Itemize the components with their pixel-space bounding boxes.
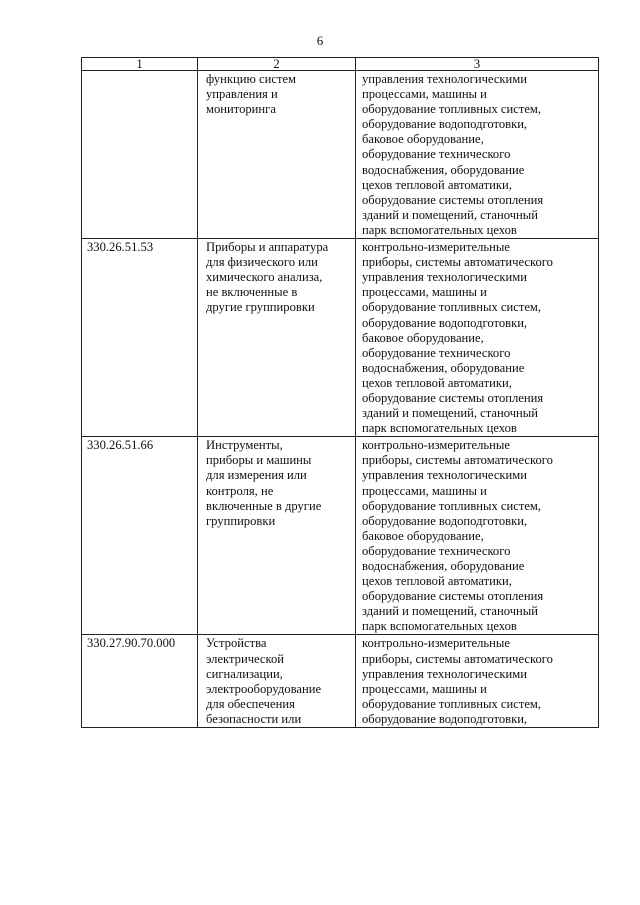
name-line: мониторинга: [206, 102, 276, 117]
description-line: оборудование топливных систем,: [362, 102, 542, 117]
description-line: процессами, машины и: [362, 87, 487, 102]
description-line: контрольно-измерительные: [362, 636, 510, 651]
description-line: приборы, системы автоматического: [362, 255, 553, 270]
name-line: электрической: [206, 651, 285, 666]
description-line: цехов тепловой автоматики,: [362, 574, 512, 589]
description-line: зданий и помещений, станочный: [362, 406, 538, 421]
name-line: функцию систем: [206, 72, 297, 86]
description-line: приборы, системы автоматического: [362, 453, 553, 468]
description-line: цехов тепловой автоматики,: [362, 375, 512, 390]
name-line: включенные в другие: [206, 498, 322, 513]
header-row: [82, 58, 599, 71]
description-line: оборудование водоподготовки,: [362, 117, 528, 132]
name-line: контроля, не: [206, 483, 274, 498]
page-number: 6: [316, 33, 324, 48]
description-line: водоснабжения, оборудование: [362, 162, 525, 177]
classification-table: [81, 57, 599, 728]
description-line: зданий и помещений, станочный: [362, 604, 538, 619]
description-cell: [356, 239, 599, 437]
code-cell: 330.26.51.53: [82, 239, 198, 437]
name-cell: [198, 239, 356, 437]
name-line: управления и: [206, 87, 278, 102]
name-line: Устройства: [206, 636, 267, 651]
description-line: оборудование топливных систем,: [362, 696, 542, 711]
description-line: процессами, машины и: [362, 681, 487, 696]
name-cell: [198, 71, 356, 239]
description-line: процессами, машины и: [362, 483, 487, 498]
name-line: группировки: [206, 513, 276, 528]
description-line: баковое оборудование,: [362, 528, 484, 543]
table-row: [82, 71, 599, 239]
description-line: контрольно-измерительные: [362, 240, 510, 255]
table-row: [82, 239, 599, 437]
description-line: оборудование технического: [362, 543, 511, 558]
description-line: контрольно-измерительные: [362, 438, 510, 453]
name-cell: [198, 635, 356, 728]
description-line: управления технологическими: [362, 666, 527, 681]
code-cell: 330.26.51.66: [82, 437, 198, 635]
name-line: Инструменты,: [206, 438, 283, 453]
column-header-2: 2: [198, 58, 356, 71]
name-line: для измерения или: [206, 468, 307, 483]
code-cell: 330.27.90.70.000: [82, 635, 198, 728]
name-line: для физического или: [206, 255, 318, 270]
name-line: химического анализа,: [206, 270, 323, 285]
description-line: водоснабжения, оборудование: [362, 559, 525, 573]
description-line: оборудование топливных систем,: [362, 300, 542, 315]
name-line: приборы и машины: [206, 453, 312, 468]
description-line: управления технологическими: [362, 468, 527, 483]
description-line: зданий и помещений, станочный: [362, 207, 538, 222]
description-line: цехов тепловой автоматики,: [362, 177, 512, 192]
name-line: сигнализации,: [206, 666, 283, 681]
name-line: для обеспечения: [206, 696, 295, 711]
table-body: [82, 71, 599, 728]
description-line: оборудование водоподготовки,: [362, 711, 528, 726]
description-line: парк вспомогательных цехов: [362, 421, 517, 436]
description-cell: [356, 635, 599, 728]
description-line: оборудование топливных систем,: [362, 498, 542, 513]
description-line: управления технологическими: [362, 270, 527, 285]
description-line: приборы, системы автоматического: [362, 651, 553, 666]
description-cell: [356, 71, 599, 239]
description-line: оборудование системы отопления: [362, 589, 544, 604]
description-line: оборудование технического: [362, 147, 511, 162]
description-line: оборудование технического: [362, 345, 511, 360]
name-line: другие группировки: [206, 300, 315, 315]
description-line: парк вспомогательных цехов: [362, 619, 517, 634]
name-line: не включенные в: [206, 285, 298, 300]
description-line: оборудование водоподготовки,: [362, 315, 528, 330]
description-line: баковое оборудование,: [362, 330, 484, 345]
column-header-3: 3: [356, 58, 599, 71]
description-line: баковое оборудование,: [362, 132, 484, 147]
description-line: управления технологическими: [362, 72, 527, 86]
name-line: безопасности или: [206, 711, 302, 726]
description-line: оборудование системы отопления: [362, 390, 544, 405]
column-header-1: 1: [82, 58, 198, 71]
table-row: [82, 635, 599, 728]
name-cell: [198, 437, 356, 635]
name-line: электрооборудование: [206, 681, 322, 696]
name-line: Приборы и аппаратура: [206, 240, 329, 255]
description-line: водоснабжения, оборудование: [362, 360, 525, 375]
description-line: парк вспомогательных цехов: [362, 222, 517, 237]
description-line: оборудование системы отопления: [362, 192, 544, 207]
description-line: процессами, машины и: [362, 285, 487, 300]
description-cell: [356, 437, 599, 635]
table-row: [82, 437, 599, 635]
description-line: оборудование водоподготовки,: [362, 513, 528, 528]
code-cell: [82, 71, 198, 239]
